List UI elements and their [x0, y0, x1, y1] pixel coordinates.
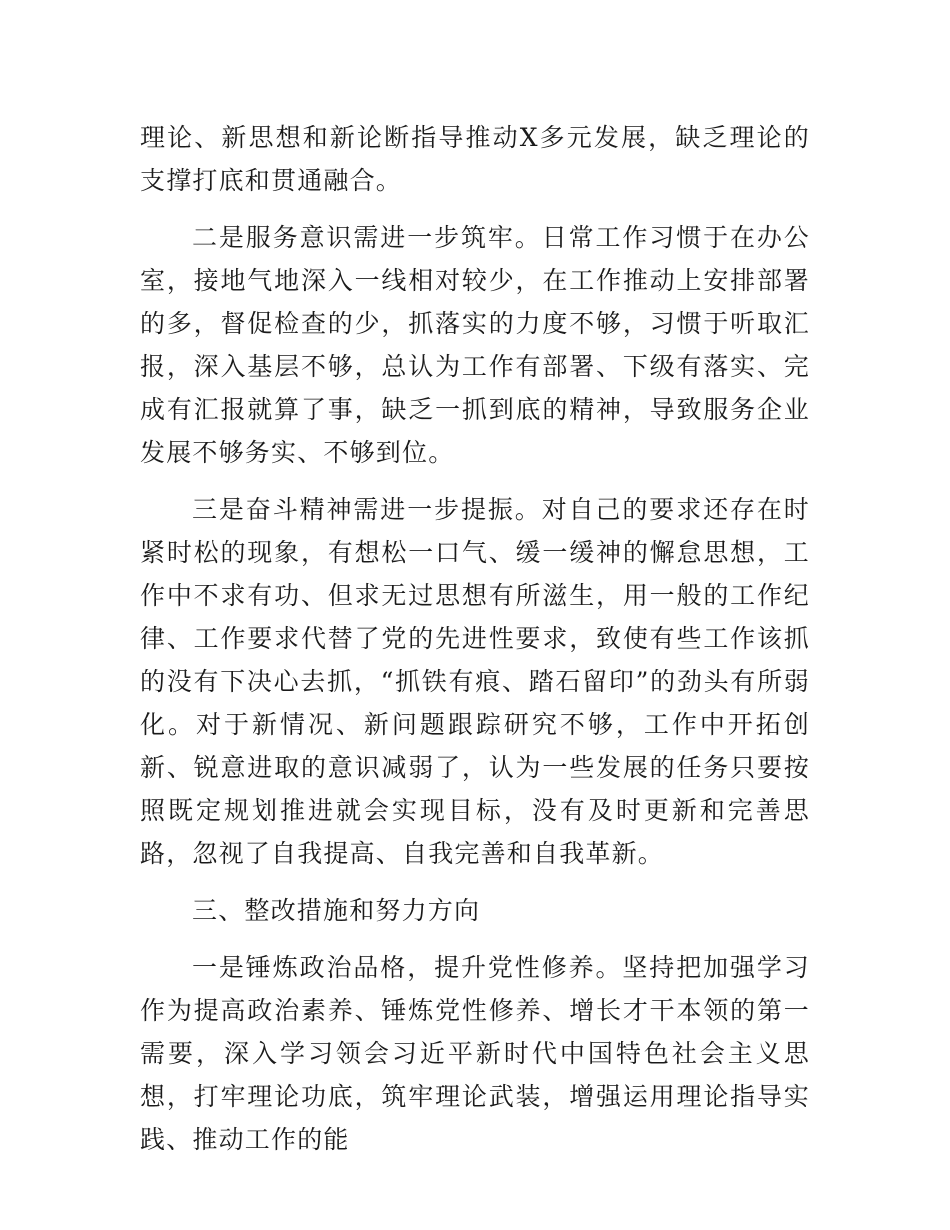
paragraph-political-character: 一是锤炼政治品格，提升党性修养。坚持把加强学习作为提高政治素养、锤炼党性修养、增长才干本领的第一需要，深入学习领会习近平新时代中国特色社会主义思想，打牢理论功底，筑牢理论武装，增强运用理论指导实践、推动工作的能 [140, 953, 810, 1154]
paragraph-striving-spirit: 三是奋斗精神需进一步提振。对自己的要求还存在时紧时松的现象，有想松一口气、缓一缓神的懈怠思想，工作中不求有功、但求无过思想有所滋生，用一般的工作纪律、工作要求代替了党的先进性要求，致使有些工作该抓的没有下决心去抓，“抓铁有痕、踏石留印”的劲头有所弱化。对于新情况、新问题跟踪研究不够，工作中开拓创新、锐意进取的意识减弱了，认为一些发展的任务只要按照既定规划推进就会实现目标，没有及时更新和完善思路，忽视了自我提高、自我完善和自我革新。 [140, 495, 810, 868]
document-body [140, 116, 810, 1175]
paragraph-service-awareness: 二是服务意识需进一步筑牢。日常工作习惯于在办公室，接地气地深入一线相对较少，在工作推动上安排部署的多，督促检查的少，抓落实的力度不够，习惯于听取汇报，深入基层不够，总认为工作有部署、下级有落实、完成有汇报就算了事，缺乏一抓到底的精神，导致服务企业发展不够务实、不够到位。 [140, 223, 810, 467]
paragraph-continuation: 理论、新思想和新论断指导推动X多元发展，缺乏理论的支撑打底和贯通融合。 [140, 123, 810, 195]
section-heading-rectification: 三、整改措施和努力方向 [192, 896, 481, 925]
